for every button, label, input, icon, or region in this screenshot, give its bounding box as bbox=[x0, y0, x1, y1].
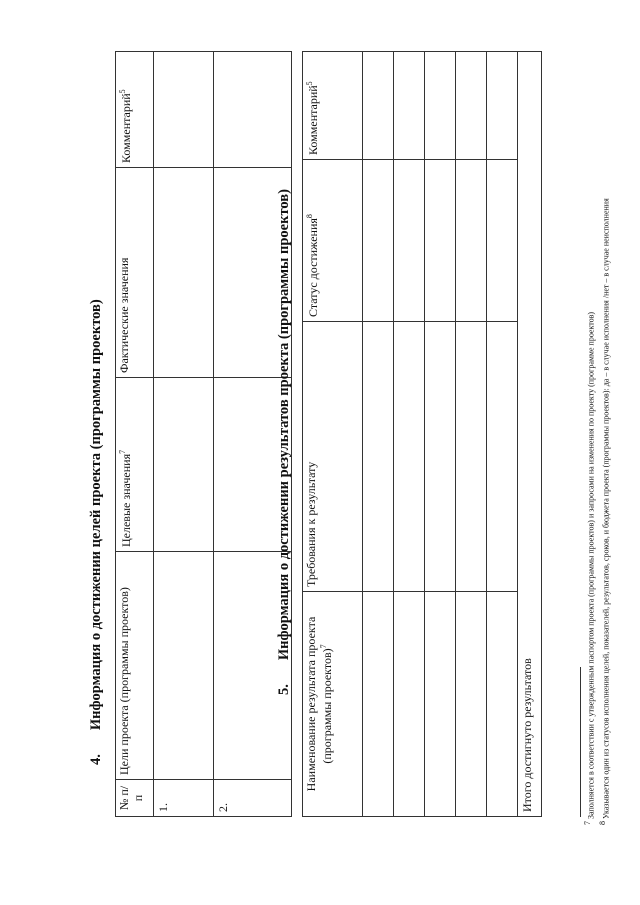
cell-goal bbox=[154, 552, 214, 780]
footnote-divider bbox=[580, 667, 581, 817]
col-comment-header: Комментарий$^5$ bbox=[116, 52, 154, 168]
col-goals-header: Цели проекта (программы проектов) bbox=[116, 552, 154, 780]
col-num-header: № п/п bbox=[116, 780, 154, 817]
cell-actual bbox=[154, 168, 214, 378]
table-row bbox=[487, 52, 518, 817]
row-number: 2. bbox=[214, 780, 292, 817]
section-5-number: 5. bbox=[276, 684, 292, 695]
footnote-7: $^7$ Заполняется в соответствии с утвержденным паспортом проекта (программы проектов) и запросами на изменения по проекту (программе проектов) bbox=[583, 311, 596, 825]
col-status-header: Статус достижения$^8$ bbox=[303, 160, 363, 322]
table-row bbox=[154, 52, 214, 817]
section-5-title: Информация о достижении результатов проекта (программы проектов) bbox=[276, 189, 292, 661]
section-5-heading bbox=[276, 189, 293, 695]
footnote-8: $^8$ Указывается один из статусов исполнения целей, показателей, результатов, сроков, и бюджета проекта (программы проектов): да – в случае исполнения /нет – в случае неисполнения bbox=[597, 198, 611, 825]
goals-table bbox=[115, 51, 292, 817]
col-target-header: Целевые значения$^7$ bbox=[116, 378, 154, 552]
cell-comment bbox=[214, 52, 292, 168]
table-row bbox=[363, 52, 394, 817]
total-label: Итого достигнуто результатов bbox=[518, 52, 542, 817]
section-4-title: Информация о достижении целей проекта (программы проектов) bbox=[88, 299, 104, 731]
footnotes bbox=[582, 65, 611, 825]
col-requirements-header: Требования к результату bbox=[303, 322, 363, 592]
total-row bbox=[518, 52, 542, 817]
section-4-number: 4. bbox=[88, 754, 104, 765]
cell-comment bbox=[154, 52, 214, 168]
table-row bbox=[456, 52, 487, 817]
col-comment-header: Комментарий$^5$ bbox=[303, 52, 363, 160]
section-4-heading bbox=[88, 299, 105, 765]
table-row bbox=[425, 52, 456, 817]
col-result-name-header: Наименование результата проекта (программы проектов)$^7$ bbox=[303, 592, 363, 817]
col-actual-header: Фактические значения bbox=[116, 168, 154, 378]
table-row bbox=[394, 52, 425, 817]
results-table bbox=[302, 51, 542, 817]
row-number: 1. bbox=[154, 780, 214, 817]
cell-target bbox=[154, 378, 214, 552]
